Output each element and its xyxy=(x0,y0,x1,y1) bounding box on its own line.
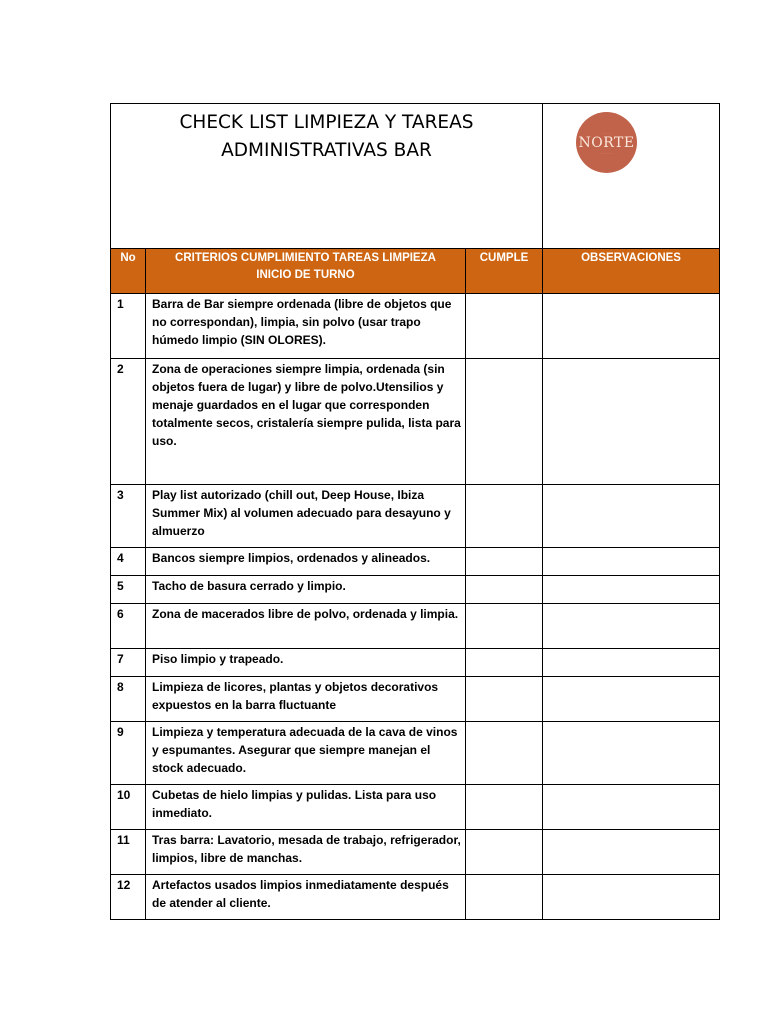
row-cumple-cell[interactable] xyxy=(466,785,543,830)
table-row xyxy=(111,294,720,359)
row-cumple-cell[interactable] xyxy=(466,548,543,576)
table-row xyxy=(111,485,720,548)
header-no: No xyxy=(111,249,146,294)
row-observaciones-cell[interactable] xyxy=(543,722,720,785)
row-observaciones-cell[interactable] xyxy=(543,875,720,920)
document-title xyxy=(111,104,542,165)
row-criterion: Piso limpio y trapeado. xyxy=(146,649,466,677)
row-observaciones-cell[interactable] xyxy=(543,548,720,576)
table-row xyxy=(111,830,720,875)
row-number: 2 xyxy=(111,359,146,485)
row-cumple-cell[interactable] xyxy=(466,722,543,785)
row-cumple-cell[interactable] xyxy=(466,604,543,649)
table-row xyxy=(111,785,720,830)
row-cumple-cell[interactable] xyxy=(466,875,543,920)
table-row xyxy=(111,576,720,604)
row-number: 3 xyxy=(111,485,146,548)
table-row xyxy=(111,677,720,722)
header-cumple: CUMPLE xyxy=(466,249,543,294)
table-row xyxy=(111,548,720,576)
row-cumple-cell[interactable] xyxy=(466,359,543,485)
logo-cell xyxy=(543,104,720,249)
row-observaciones-cell[interactable] xyxy=(543,485,720,548)
row-number: 5 xyxy=(111,576,146,604)
row-observaciones-cell[interactable] xyxy=(543,576,720,604)
row-number: 11 xyxy=(111,830,146,875)
checklist-rows xyxy=(111,294,720,920)
table-row xyxy=(111,604,720,649)
row-number: 9 xyxy=(111,722,146,785)
row-criterion: Artefactos usados limpios inmediatamente después de atender al cliente. xyxy=(146,875,466,920)
row-number: 10 xyxy=(111,785,146,830)
row-observaciones-cell[interactable] xyxy=(543,604,720,649)
title-line-1: CHECK LIST LIMPIEZA Y TAREAS xyxy=(179,112,474,133)
title-line-2: ADMINISTRATIVAS BAR xyxy=(221,140,432,161)
row-number: 7 xyxy=(111,649,146,677)
row-observaciones-cell[interactable] xyxy=(543,785,720,830)
row-cumple-cell[interactable] xyxy=(466,677,543,722)
logo-name: NORTE xyxy=(578,134,635,151)
row-criterion: Barra de Bar siempre ordenada (libre de objetos que no correspondan), limpia, sin polvo (usar trapo húmedo limpio (SIN OLORES). xyxy=(146,294,466,359)
header-criteria: CRITERIOS CUMPLIMIENTO TAREAS LIMPIEZA INICIO DE TURNO xyxy=(146,249,466,294)
row-observaciones-cell[interactable] xyxy=(543,830,720,875)
title-cell xyxy=(111,104,543,249)
row-observaciones-cell[interactable] xyxy=(543,359,720,485)
table-row xyxy=(111,649,720,677)
row-criterion: Cubetas de hielo limpias y pulidas. Lista para uso inmediato. xyxy=(146,785,466,830)
logo-bottom-mark: ········ xyxy=(600,150,613,155)
row-criterion: Bancos siempre limpios, ordenados y alineados. xyxy=(146,548,466,576)
row-criterion: Tras barra: Lavatorio, mesada de trabajo, refrigerador, limpios, libre de manchas. xyxy=(146,830,466,875)
row-cumple-cell[interactable] xyxy=(466,649,543,677)
row-criterion: Zona de macerados libre de polvo, ordenada y limpia. xyxy=(146,604,466,649)
row-cumple-cell[interactable] xyxy=(466,294,543,359)
header-observaciones: OBSERVACIONES xyxy=(543,249,720,294)
row-observaciones-cell[interactable] xyxy=(543,649,720,677)
row-cumple-cell[interactable] xyxy=(466,485,543,548)
row-number: 4 xyxy=(111,548,146,576)
row-number: 8 xyxy=(111,677,146,722)
row-number: 6 xyxy=(111,604,146,649)
table-row xyxy=(111,875,720,920)
header-row xyxy=(111,249,720,294)
norte-logo xyxy=(576,112,637,173)
row-observaciones-cell[interactable] xyxy=(543,294,720,359)
logo-top-mark: ······ xyxy=(601,130,612,135)
row-number: 12 xyxy=(111,875,146,920)
row-observaciones-cell[interactable] xyxy=(543,677,720,722)
checklist-table xyxy=(110,103,720,920)
row-criterion: Tacho de basura cerrado y limpio. xyxy=(146,576,466,604)
row-criterion: Zona de operaciones siempre limpia, ordenada (sin objetos fuera de lugar) y libre de polvo.Utensilios y menaje guardados en el lugar que corresponden totalmente secos, cristalería siempre pulida, lista para uso. xyxy=(146,359,466,485)
row-criterion: Limpieza de licores, plantas y objetos decorativos expuestos en la barra fluctuante xyxy=(146,677,466,722)
row-criterion: Play list autorizado (chill out, Deep House, Ibiza Summer Mix) al volumen adecuado para desayuno y almuerzo xyxy=(146,485,466,548)
table-row xyxy=(111,722,720,785)
table-row xyxy=(111,359,720,485)
row-number: 1 xyxy=(111,294,146,359)
row-cumple-cell[interactable] xyxy=(466,576,543,604)
row-cumple-cell[interactable] xyxy=(466,830,543,875)
row-criterion: Limpieza y temperatura adecuada de la cava de vinos y espumantes. Asegurar que siempre manejan el stock adecuado. xyxy=(146,722,466,785)
title-row xyxy=(111,104,720,249)
